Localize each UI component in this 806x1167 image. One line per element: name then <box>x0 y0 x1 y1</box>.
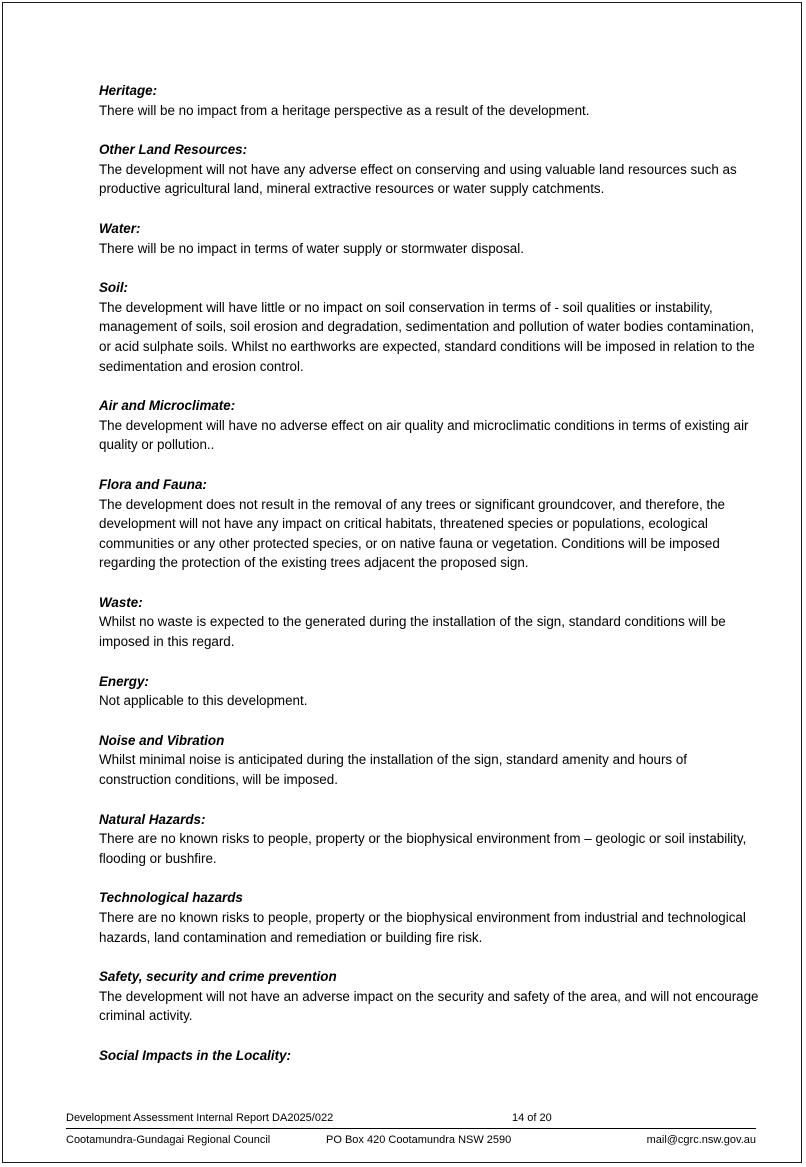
section-soil <box>99 278 759 376</box>
section-text: There will be no impact in terms of water supply or stormwater disposal. <box>99 240 524 256</box>
footer-report-line <box>66 1110 756 1126</box>
section-air-and-microclimate <box>99 396 759 455</box>
section-heading: Noise and Vibration <box>99 732 225 748</box>
section-heading: Social Impacts in the Locality: <box>99 1047 291 1063</box>
section-water <box>99 219 759 258</box>
section-heading: Flora and Fauna: <box>99 476 207 492</box>
section-flora-and-fauna <box>99 475 759 573</box>
footer-council-name: Cootamundra-Gundagai Regional Council <box>66 1134 271 1146</box>
section-text: The development will not have an adverse impact on the security and safety of the area, and will not encourage criminal activity. <box>99 988 759 1024</box>
section-text: There will be no impact from a heritage perspective as a result of the development. <box>99 102 590 118</box>
section-text: The development will have little or no impact on soil conservation in terms of - soil qualities or instability, management of soils, soil erosion and degradation, sedimentation and pollution of water bodies contamination, or acid sulphate soils. Whilst no earthworks are expected, standard conditions will be imposed in relation to the sedimentation and erosion control. <box>99 299 755 374</box>
section-waste <box>99 593 759 652</box>
section-text: The development does not result in the removal of any trees or significant groundcover, and therefore, the development will not have any impact on critical habitats, threatened species or populations, ecological communities or any other protected species, or on native fauna or vegetation. Conditions will be imposed regarding the protection of the existing trees adjacent the proposed sign. <box>99 496 726 571</box>
section-text: The development will have no adverse effect on air quality and microclimatic conditions in terms of existing air quality or pollution.. <box>99 417 749 453</box>
section-heading: Natural Hazards: <box>99 811 206 827</box>
footer-page-number: 14 of 20 <box>512 1112 552 1124</box>
page-content <box>99 81 759 1086</box>
section-heading: Waste: <box>99 594 143 610</box>
section-natural-hazards <box>99 810 759 869</box>
section-other-land-resources <box>99 140 759 199</box>
section-noise-and-vibration <box>99 731 759 790</box>
section-heading: Energy: <box>99 673 149 689</box>
section-social-impacts <box>99 1046 759 1066</box>
section-heading: Other Land Resources: <box>99 142 248 158</box>
section-heading: Soil: <box>99 280 129 296</box>
section-text: There are no known risks to people, property or the biophysical environment from industrial and technological hazards, land contamination and remediation or building fire risk. <box>99 910 746 945</box>
section-heading: Safety, security and crime prevention <box>99 969 337 985</box>
footer-contact-line <box>66 1132 756 1148</box>
section-heading: Air and Microclimate: <box>99 398 236 414</box>
section-text: The development will not have any adverse effect on conserving and using valuable land resources such as productive agricultural land, mineral extractive resources or water supply catchments. <box>99 161 737 197</box>
section-energy <box>99 672 759 711</box>
section-technological-hazards <box>99 888 759 947</box>
section-safety-security-crime <box>99 967 759 1026</box>
section-text: Whilst no waste is expected to the generated during the installation of the sign, standard conditions will be imposed in this regard. <box>99 614 726 650</box>
section-text: Whilst minimal noise is anticipated during the installation of the sign, standard amenity and hours of construction conditions, will be imposed. <box>99 752 688 788</box>
section-text: Not applicable to this development. <box>99 693 308 709</box>
footer-divider <box>66 1128 756 1129</box>
section-heritage <box>99 81 759 120</box>
section-text: There are no known risks to people, property or the biophysical environment from – geologic or soil instability, flooding or bushfire. <box>99 831 747 866</box>
footer-email: mail@cgrc.nsw.gov.au <box>646 1134 756 1146</box>
footer-postal-address: PO Box 420 Cootamundra NSW 2590 <box>326 1134 512 1146</box>
section-heading: Technological hazards <box>99 890 243 906</box>
footer-report-title: Development Assessment Internal Report DA2025/022 <box>66 1112 334 1124</box>
section-heading: Water: <box>99 220 141 236</box>
section-heading: Heritage: <box>99 83 158 98</box>
document-page <box>2 2 802 1163</box>
